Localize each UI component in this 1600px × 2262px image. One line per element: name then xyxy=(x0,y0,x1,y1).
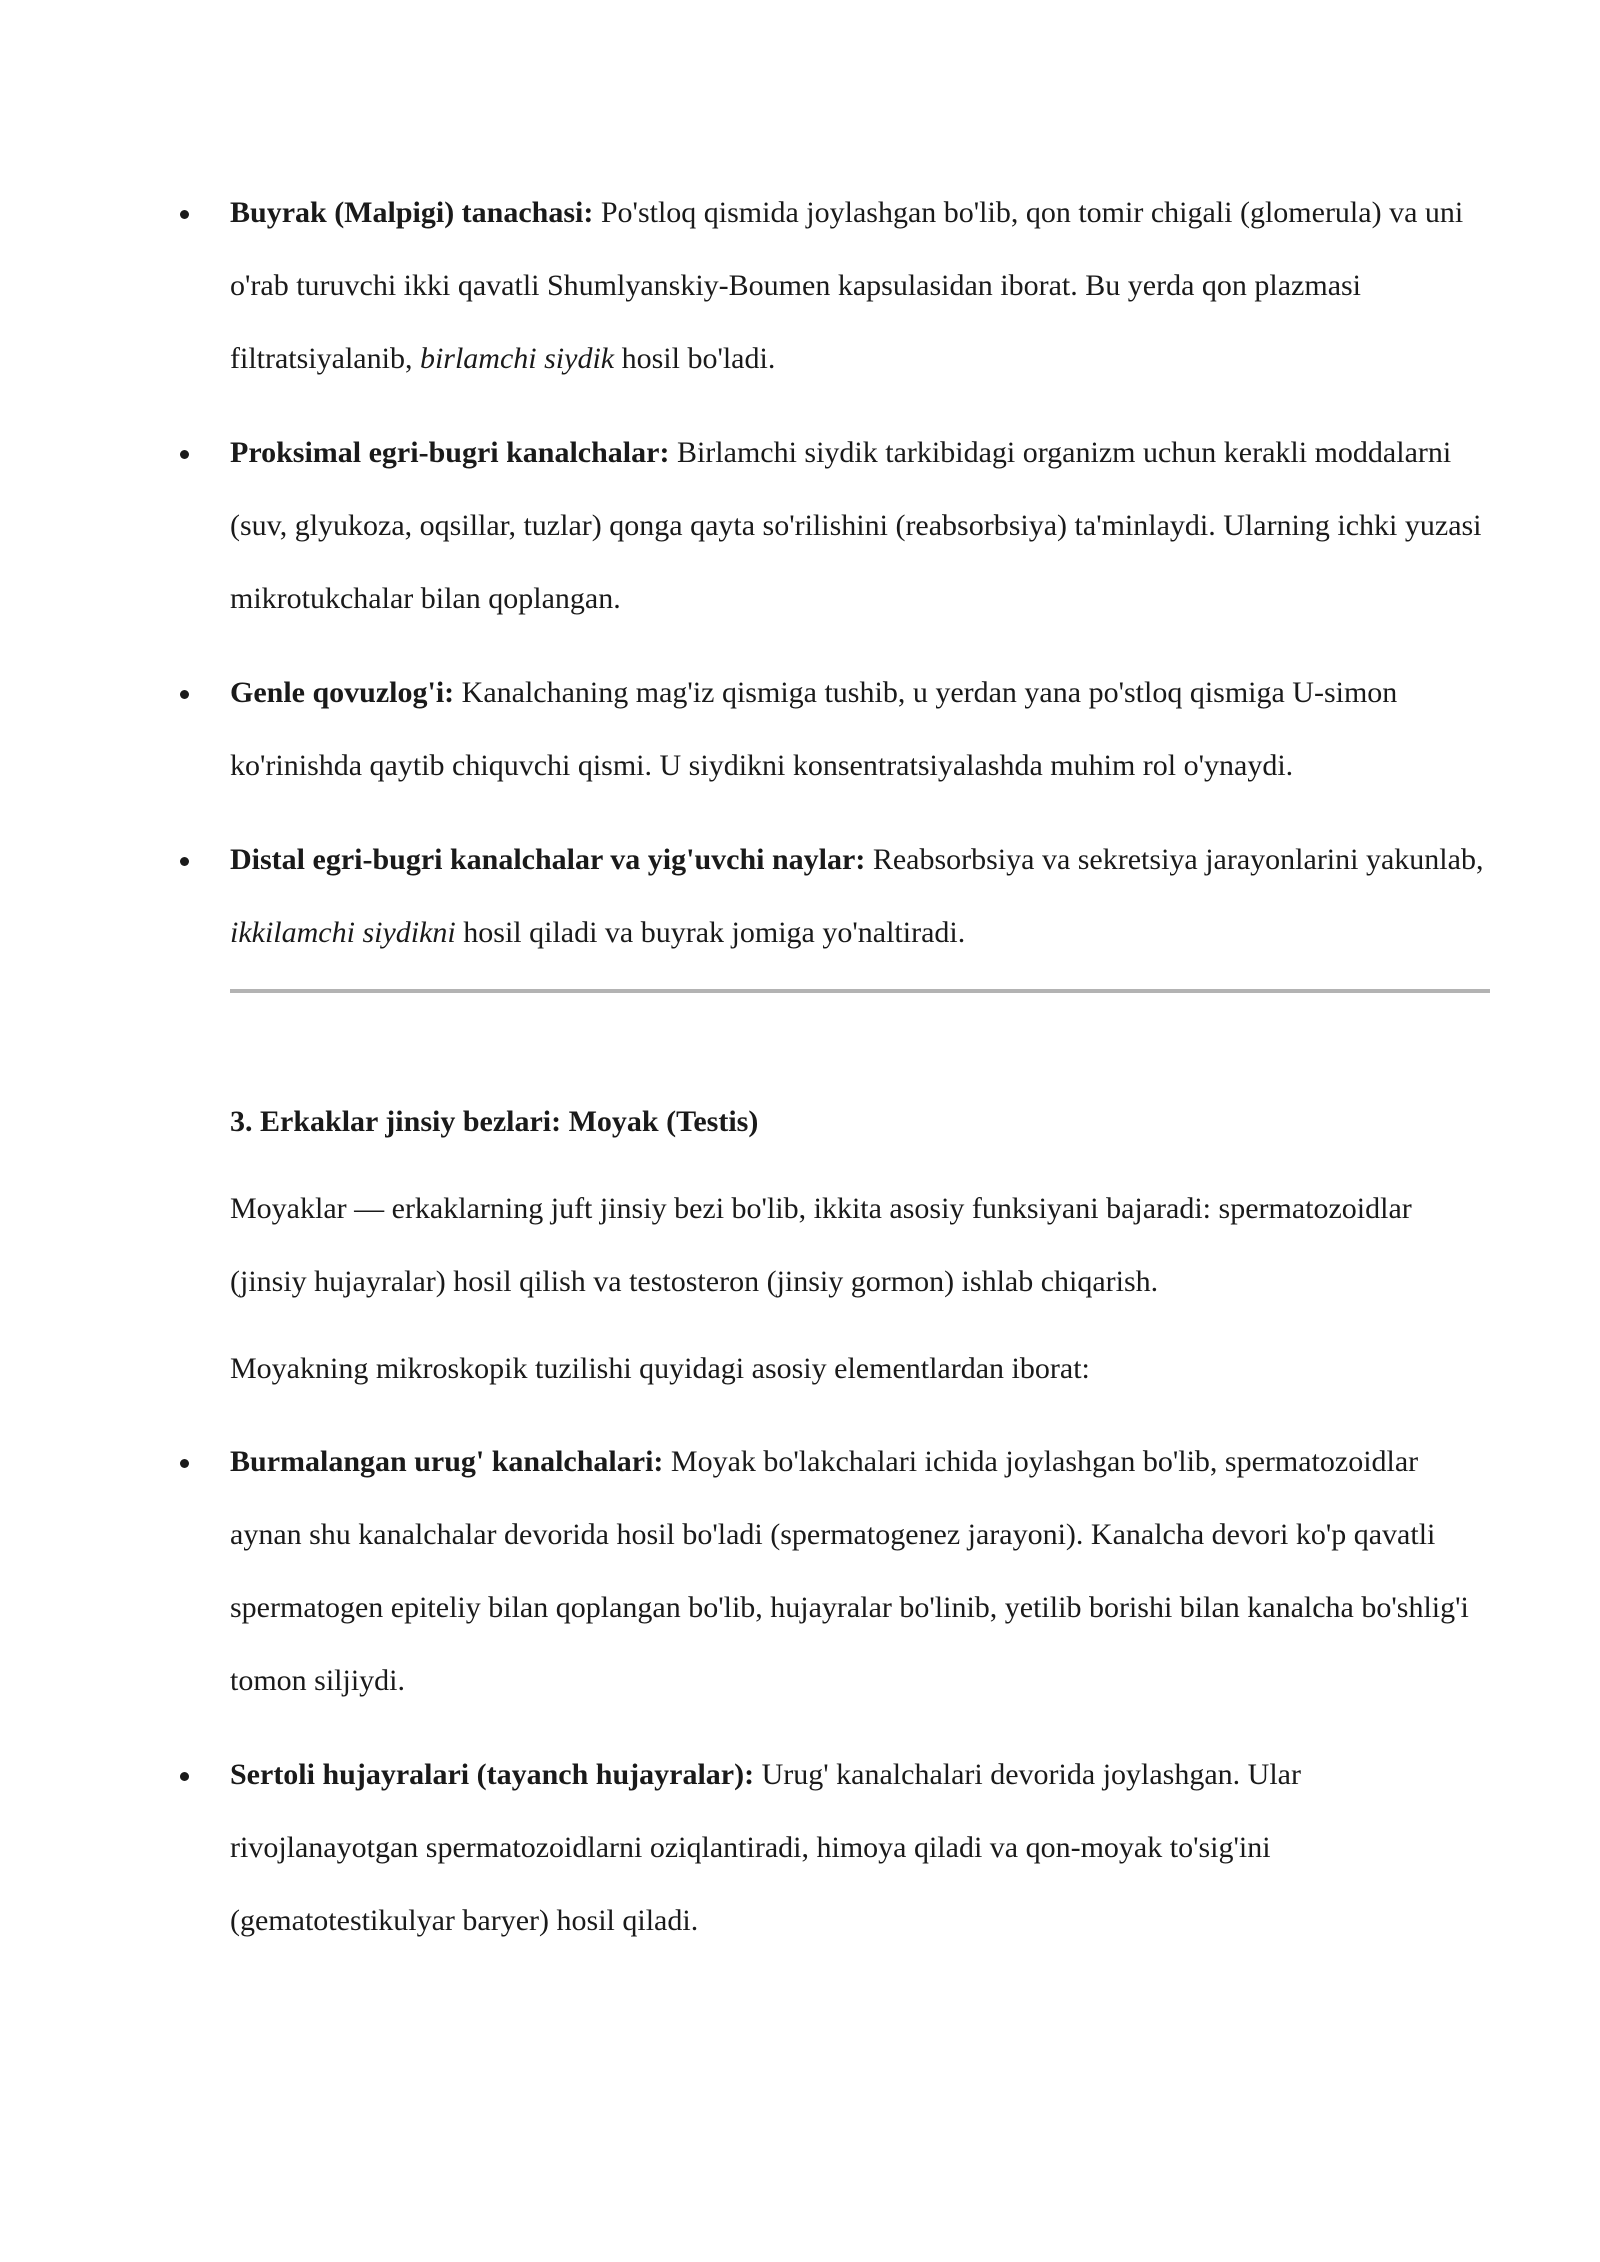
list-item-term: Burmalangan urug' kanalchalari: xyxy=(230,1445,664,1478)
list-item xyxy=(230,823,1490,969)
list-item-text-end: hosil qiladi va buyrak jomiga yo'naltiradi. xyxy=(455,916,966,949)
kidney-structure-list xyxy=(230,176,1490,990)
list-item-term: Proksimal egri-bugri kanalchalar: xyxy=(230,436,670,469)
list-item xyxy=(230,1425,1490,1717)
list-item-italic: birlamchi siydik xyxy=(419,342,615,375)
list-item-text: Reabsorbsiya va sekretsiya jarayonlarini yakunlab, xyxy=(865,843,1484,876)
bullet-icon xyxy=(180,857,189,866)
list-item xyxy=(230,656,1490,802)
list-item xyxy=(230,416,1490,635)
list-item xyxy=(230,176,1490,395)
bullet-icon xyxy=(180,1772,189,1781)
bullet-icon xyxy=(180,1459,189,1468)
bullet-icon xyxy=(180,690,189,699)
list-item-text: Kanalchaning mag'iz qismiga tushib, u yerdan yana po'stloq qismiga U-simon ko'rinishda qaytib chiquvchi qismi. U siydikni konsentratsiyalashda muhim rol o'ynaydi. xyxy=(230,676,1398,782)
list-item-term: Buyrak (Malpigi) tanachasi: xyxy=(230,196,594,229)
section-heading: 3. Erkaklar jinsiy bezlari: Moyak (Testis) xyxy=(230,1105,759,1138)
horizontal-divider xyxy=(230,989,1490,993)
list-item-text: Po'stloq qismida joylashgan bo'lib, qon tomir chigali (glomerula) va uni o'rab turuvchi ikki qavatli Shumlyanskiy-Boumen kapsulasidan iborat. Bu yerda qon plazmasi filtratsiyalanib, xyxy=(230,196,1464,375)
section-paragraph: Moyaklar — erkaklarning juft jinsiy bezi bo'lib, ikkita asosiy funksiyani bajaradi: spermatozoidlar (jinsiy hujayralar) hosil qilish va testosteron (jinsiy gormon) ishlab chiqarish. xyxy=(230,1192,1412,1298)
bullet-list xyxy=(230,176,1490,969)
bullet-icon xyxy=(180,450,189,459)
list-item-text: Moyak bo'lakchalari ichida joylashgan bo'lib, spermatozoidlar aynan shu kanalchalar devorida hosil bo'ladi (spermatogenez jarayoni). Kanalcha devori ko'p qavatli spermatogen epiteliy bilan qoplangan bo'lib, hujayralar bo'linib, yetilib borishi bilan kanalcha bo'shlig'i tomon siljiydi. xyxy=(230,1445,1469,1697)
list-item-term: Genle qovuzlog'i: xyxy=(230,676,455,709)
bullet-list xyxy=(230,1425,1490,1957)
section-paragraph-intro: Moyakning mikroskopik tuzilishi quyidagi asosiy elementlardan iborat: xyxy=(230,1352,1090,1385)
list-item-term: Distal egri-bugri kanalchalar va yig'uvchi naylar: xyxy=(230,843,866,876)
bullet-icon xyxy=(180,210,189,219)
list-item-text: Urug' kanalchalari devorida joylashgan. Ular rivojlanayotgan spermatozoidlarni oziqlantiradi, himoya qiladi va qon-moyak to'sig'ini (gematotestikulyar baryer) hosil qiladi. xyxy=(230,1758,1301,1937)
list-item-text-end: hosil bo'ladi. xyxy=(614,342,776,375)
list-item-text: Birlamchi siydik tarkibidagi organizm uchun kerakli moddalarni (suv, glyukoza, oqsillar, tuzlar) qonga qayta so'rilishini (reabsorbsiya) ta'minlaydi. Ularning ichki yuzasi mikrotukchalar bilan qoplangan. xyxy=(230,436,1482,615)
section-testis xyxy=(230,1085,1490,1978)
list-item-term: Sertoli hujayralari (tayanch hujayralar): xyxy=(230,1758,755,1791)
list-item-italic: ikkilamchi siydikni xyxy=(230,916,456,949)
list-item xyxy=(230,1738,1490,1957)
